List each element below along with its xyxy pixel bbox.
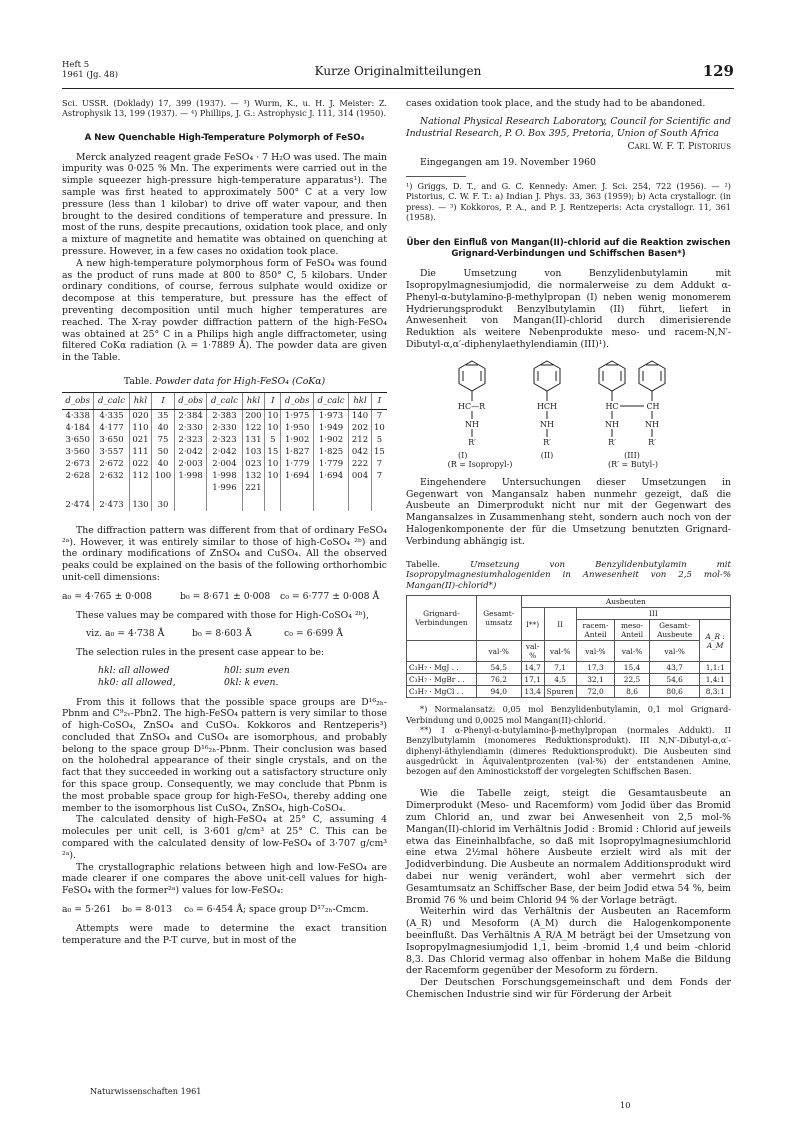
table-row (62, 446, 387, 458)
struct-note-I: (R = Isopropyl-) (447, 459, 513, 469)
table-cell: 140 (349, 409, 372, 422)
equation-unit-cell (62, 591, 387, 603)
page-number: 129 (702, 62, 734, 80)
table-cell (349, 494, 372, 511)
table-cell: 021 (129, 434, 152, 446)
paragraph: Wie die Tabelle zeigt, steigt die Gesamtausbeute an Dimerprodukt (Meso- und Racemform) vom Jodid über das Bromid zum Chlorid an, und zwar bei Anwesenheit von 2,5 mol-% Mangan(II)-chlorid im Verhältnis Jodid : Bromid : Chlorid auf jeweils etwa das Eineinhalbfache, so daß mit Isopropylmagnesiumchlorid eine etwa 2½mal höhere Ausbeute erzielt wird als mit der Jodidverbindung. Die Ausbeute an normalem Additionsprodukt wird dabei nur wenig verändert, wohl aber vermehrt sich der Gesamtumsatz an Schiffscher Base, der beim Jodid etwa 54 %, beim Bromid 76 % und beim Chlorid 94 % der Vorlage beträgt. (406, 788, 731, 906)
table-cell (281, 482, 313, 494)
table-cell: 2·672 (94, 458, 129, 470)
table-cell: 76,2 (476, 674, 521, 686)
table-cell: 54,5 (476, 662, 521, 674)
table-cell (174, 482, 206, 494)
column-header: d_calc (94, 392, 129, 409)
table-caption-title: Umsetzung von Benzylidenbutylamin mit Isopropylmagnesiumhalogeniden in Anwesenheit von 2,5 mol-% Mangan(II)-chlorid*) (406, 559, 732, 591)
table-caption-prefix: Table. (123, 375, 156, 387)
table-cell: 1·902 (313, 434, 348, 446)
table-cell: 2·384 (174, 409, 206, 422)
table-cell (174, 494, 206, 511)
references-continued: Sci. USSR. (Doklady) 17, 399 (1937). — ³) Wurm, K., u. H. J. Meister: Z. Astrophysik 13, 199 (1937). — ⁴) Phillips, J. G.: Astrophysic J. 111, 314 (1950). (62, 98, 387, 119)
struct-III-ch: CH (646, 401, 660, 411)
table-row (62, 494, 387, 511)
table-cell: 222 (349, 458, 372, 470)
table-row (62, 409, 387, 422)
table-cell: 13,4 (521, 686, 544, 698)
table-cell: 020 (129, 409, 152, 422)
struct-I-hc: HC—R (458, 401, 486, 411)
table-cell: 75 (152, 434, 175, 446)
table-cell: 110 (129, 422, 152, 434)
table-cell: 2·632 (94, 470, 129, 482)
eq-a0: a₀ = 4·765 ± 0·008 (62, 590, 152, 602)
eq-b0: b₀ = 8·671 ± 0·008 (180, 590, 271, 602)
paragraph: From this it follows that the possible space groups are D¹⁶₂ₕ-Pbnm and C⁹₂ᵥ-Pbn2. The high-FeSO₄ pattern is very similar to those of high-CoSO₄, ZnSO₄ and CuSO₄. Kokkoros and Rentzeperis³) concluded that ZnSO₄ and CuSO₄ are isomorphous, and probably belong to the space group D¹⁶₂ₕ-Pbnm. Their conclusion was based on the holohedral appearance of their single crystals, and on the fact that they succeeded in working out a satisfactory structure only for this space group. Consequently, we may conclude that Pbnm is the most probable space group for high-FeSO₄, thereby adding one member to the isomorphous list CuSO₄, ZnSO₄, high-CoSO₄. (62, 696, 387, 814)
table-cell: 023 (242, 458, 265, 470)
column-header: d_calc (207, 392, 242, 409)
table-row (62, 434, 387, 446)
paragraph: The selection rules in the present case appear to be: (76, 647, 325, 659)
table-cell: 17,1 (521, 674, 544, 686)
table-cell: 40 (152, 458, 175, 470)
table-cell: 22,5 (615, 674, 650, 686)
table-cell: 10 (265, 458, 281, 470)
left-column (62, 98, 387, 946)
column-header: I (265, 392, 281, 409)
table-cell: 1·950 (281, 422, 313, 434)
issue-year: 1961 (Jg. 48) (62, 70, 119, 80)
table-cell (371, 494, 387, 511)
table-caption-title: Powder data for High-FeSO₄ (CoKα) (155, 375, 326, 387)
table-cell: 4·184 (65, 422, 90, 433)
col-I: I**) (521, 608, 544, 641)
table-row (407, 686, 731, 698)
table-cell: 122 (242, 422, 265, 434)
table-cell: 042 (349, 446, 372, 458)
table-cell: 72,0 (576, 686, 614, 698)
table-cell: 7,1 (544, 662, 576, 674)
unit: val-% (544, 641, 576, 662)
table-cell (62, 482, 94, 494)
eq-c0: c₀ = 6·454 Å; space group D¹⁷₂ₕ-Cmcm. (184, 904, 369, 916)
reference-divider (406, 176, 466, 177)
table-cell: 202 (349, 422, 372, 434)
table-cell: 3·650 (65, 434, 90, 445)
table-cell: 2·323 (174, 434, 206, 446)
table-cell: 2·628 (65, 470, 90, 481)
right-column (406, 98, 731, 1001)
table-cell: 022 (129, 458, 152, 470)
unit: val-% (649, 641, 700, 662)
article-title-mangan: Über den Einfluß von Mangan(II)-chlorid auf die Reaktion zwischen Grignard-Verbindungen und Schiffschen Basen*) (406, 238, 731, 260)
table-cell (313, 482, 348, 494)
table-cell: 2·003 (174, 458, 206, 470)
table-cell: C₃H₇ · MgBr . . (407, 674, 477, 686)
author: Carl W. F. T. Pistorius (627, 141, 731, 153)
table-cell (313, 494, 348, 511)
table-cell: 94,0 (476, 686, 521, 698)
column-header: hkl (349, 392, 372, 409)
col-gesamtumsatz: Gesamt-umsatz (476, 596, 521, 641)
rule: 0kl: k even. (224, 676, 279, 688)
table-cell: 1,4:1 (700, 674, 731, 686)
table-cell: 131 (242, 434, 265, 446)
table-cell: 15 (371, 446, 387, 458)
paragraph: These values may be compared with those for High-CoSO₄ ²ᵇ), (76, 609, 370, 621)
table-row (407, 674, 731, 686)
unit: val-% (521, 641, 544, 662)
column-header: I (152, 392, 175, 409)
eq-b0: b₀ = 8·013 (122, 904, 172, 916)
table-cell: 3·557 (94, 446, 129, 458)
table-cell: 130 (129, 494, 152, 511)
col-meso: meso-Anteil (615, 620, 650, 641)
equation-high-coso4 (62, 628, 387, 640)
table-cell: 2·474 (65, 499, 90, 510)
table-cell: 10 (371, 422, 387, 434)
table-cell: 2·673 (65, 458, 90, 469)
eq-c0: c₀ = 6·699 Å (284, 628, 343, 640)
table-cell: 17,3 (576, 662, 614, 674)
column-header: hkl (242, 392, 265, 409)
footer-journal: Naturwissenschaften 1961 (90, 1086, 202, 1096)
references: ¹) Griggs, D. T., and G. C. Kennedy: Amer. J. Sci. 254, 722 (1956). — ²) Pistorius, C. W. F. T.: a) Indian J. Phys. 33, 363 (1959); b) Acta crystallogr. (in press). — ³) Kokkoros, P. A., and P. J. Rentzeperis: Acta crystallogr. 11, 361 (1958). (406, 180, 731, 222)
table-cell: 221 (242, 482, 265, 494)
table-cell (94, 482, 129, 494)
table-cell: 2·330 (207, 422, 242, 434)
table-cell: 1·779 (281, 458, 313, 470)
table-cell: 10 (265, 470, 281, 482)
table-cell (349, 482, 372, 494)
struct-II-r: R′ (543, 437, 551, 447)
column-header: hkl (129, 392, 152, 409)
table-cell: 7 (371, 409, 387, 422)
paragraph: Weiterhin wird das Verhältnis der Ausbeuten an Racemform (A_R) und Mesoform (A_M) durch die Halogenkomponente beeinflußt. Das Verhältnis A_R/A_M beträgt bei der Umsetzung von Isopropylmagnesiumjodid 1,1, beim -bromid 1,4 und beim -chlorid 8,3. Das Chlorid vermag also offenbar in hohem Maße die Bildung der Racemform gegenüber der Mesoform zu fördern. (406, 906, 731, 977)
paragraph: Attempts were made to determine the exact transition temperature and the P-T curve, but in most of the (62, 922, 387, 946)
paragraph: A new high-temperature polymorphous form of FeSO₄ was found as the product of runs made at 800 to 850° C, 5 kilobars. Under ordinary conditions, of course, ferrous sulphate would oxidize or decompose at this temperature, but pressure has the effect of preventing decomposition until much higher temperatures are reached. The X-ray powder diffraction pattern of the high-FeSO₄ was obtained at 25° C in a Philips high angle diffractometer, using filtered CoKα radiation (λ = 1·7889 Å). The powder data are given in the Table. (62, 257, 387, 364)
unit: val-% (476, 641, 521, 662)
footer-signature: 10 (620, 1100, 631, 1110)
table-cell: 1,1:1 (700, 662, 731, 674)
table-cell (281, 494, 313, 511)
table-cell: 3·560 (65, 446, 90, 457)
table-row (62, 482, 387, 494)
table-cell: 14,7 (521, 662, 544, 674)
struct-III-r: R′ (608, 437, 616, 447)
table-cell: 1·779 (313, 458, 348, 470)
table-row (62, 470, 387, 482)
table-cell: 004 (349, 470, 372, 482)
unit: val-% (576, 641, 614, 662)
table-cell: 1·998 (174, 470, 206, 482)
article-title-feso4: A New Quenchable High-Temperature Polymorph of FeSO₄ (84, 132, 365, 143)
rule: hk0: all allowed, (98, 676, 176, 688)
struct-II-nh: NH (540, 419, 554, 429)
table-cell: 2·323 (207, 434, 242, 446)
table-cell: 10 (265, 422, 281, 434)
paragraph: cases oxidation took place, and the study had to be abandoned. (406, 98, 706, 109)
table-caption (62, 376, 387, 388)
table-cell: 8,6 (615, 686, 650, 698)
struct-note-III: (R′ = Butyl-) (608, 459, 658, 469)
table-cell: 1·949 (313, 422, 348, 434)
table-cell: 5 (371, 434, 387, 446)
table-cell: 1·825 (313, 446, 348, 458)
table-cell: 212 (349, 434, 372, 446)
equation-low-feso4 (62, 904, 387, 916)
table-cell: 100 (152, 470, 175, 482)
col-racem: racem-Anteil (576, 620, 614, 641)
table-cell: 4·335 (94, 409, 129, 422)
table-cell (265, 494, 281, 511)
table-cell: 200 (242, 409, 265, 422)
table-cell: 7 (371, 470, 387, 482)
table-cell (129, 482, 152, 494)
table-footnote: **) I α-Phenyl-α-butylamino-β-methylpropan (normales Addukt). II Benzylbutylamin (monomeres Reduktionsprodukt). III N,N′-Dibutyl-α,α′-diphenyl-äthylendiamin (dimeres Reduktionsprodukt). Die Ausbeuten sind ausgedrückt in Äquivalentprozenten (val-%) der entstandenen Amine, bezogen auf den Aminostickstoff der vorgelegten Schiffschen Basen. (406, 724, 731, 777)
unit-blank (407, 641, 477, 662)
paragraph: Merck analyzed reagent grade FeSO₄ · 7 H₂O was used. The main impurity was 0·025 % Mn. The experiments were carried out in the simple squeezer high-pressure high-temperature apparatus¹). The sample was first heated to approximately 500° C at a very low pressure (less than 1 kilobar) to drive off water vapour, and then brought to the desired conditions of temperature and pressure. In most of the runs, despite precautions, oxidation took place, and only a mixture of magnetite and hematite was obtained on quenching at pressure. However, in a few cases no oxidation took place. (62, 151, 387, 257)
table-cell: 1·975 (281, 409, 313, 422)
table-cell: 5 (265, 434, 281, 446)
col-grignard: Grignard-Verbindungen (407, 596, 477, 641)
table-cell: 1·973 (313, 409, 348, 422)
column-header: d_obs (62, 392, 94, 409)
table-caption (406, 560, 731, 592)
eq-a0: a₀ = 5·261 (62, 904, 112, 916)
table-cell: 1·827 (281, 446, 313, 458)
received-date: Eingegangen am 19. November 1960 (420, 157, 596, 169)
table-cell: 1·998 (207, 470, 242, 482)
struct-III-hc: HC (605, 401, 619, 411)
table-cell: 103 (242, 446, 265, 458)
affiliation: National Physical Research Laboratory, Council for Scientific and Industrial Research, P. O. Box 395, Pretoria, Union of South Africa (406, 115, 731, 139)
table-cell: 54,6 (649, 674, 700, 686)
table-row (62, 422, 387, 434)
col-ausbeuten: Ausbeuten (521, 596, 730, 608)
page-header (62, 60, 734, 89)
struct-III-nh: NH (645, 419, 659, 429)
col-ratio: A_R : A_M (700, 620, 731, 662)
table-caption-prefix: Tabelle. (406, 559, 471, 570)
table-cell: 40 (152, 422, 175, 434)
table-cell: 50 (152, 446, 175, 458)
struct-number-I: (I) (458, 450, 468, 460)
column-header: d_obs (281, 392, 313, 409)
table-cell: 2·042 (174, 446, 206, 458)
table-cell: 2·042 (207, 446, 242, 458)
table-cell: 2·383 (207, 409, 242, 422)
struct-number-II: (II) (540, 450, 554, 460)
rule: hkl: all allowed (98, 664, 170, 676)
table-cell: 4,5 (544, 674, 576, 686)
table-cell: Spuren (544, 686, 576, 698)
struct-II-hch: HCH (536, 401, 558, 411)
paragraph: The crystallographic relations between high and low-FeSO₄ are made clearer if one compares the above unit-cell values for high-FeSO₄ with the former²ᵃ) values for low-FeSO₄: (62, 861, 387, 897)
column-header: d_calc (313, 392, 348, 409)
table-cell: 15 (265, 446, 281, 458)
table-cell (207, 494, 242, 511)
struct-I-r: R′ (468, 437, 476, 447)
table-cell: 35 (152, 409, 175, 422)
table-cell: 43,7 (649, 662, 700, 674)
table-cell: 1·902 (281, 434, 313, 446)
struct-III-r: R′ (648, 437, 656, 447)
section-title: Kurze Originalmitteilungen (314, 64, 482, 78)
table-row (62, 458, 387, 470)
col-III: III (576, 608, 730, 620)
table-cell: 30 (152, 494, 175, 511)
table-cell: 80,6 (649, 686, 700, 698)
struct-I-nh: NH (465, 419, 479, 429)
column-header: I (371, 392, 387, 409)
table-cell (371, 482, 387, 494)
table-cell: 1·694 (281, 470, 313, 482)
table-row (407, 662, 731, 674)
paragraph: The diffraction pattern was different from that of ordinary FeSO₄ ²ᵃ). However, it was entirely similar to those of high-CoSO₄ ²ᵇ) and the ordinary modifications of ZnSO₄ and CuSO₄. All the observed peaks could be explained on the basis of the following orthorhombic unit-cell dimensions: (62, 524, 387, 583)
table-cell (265, 482, 281, 494)
structure-drawing (406, 357, 731, 467)
table-cell (152, 482, 175, 494)
table-cell: 4·177 (94, 422, 129, 434)
table-cell: 1·996 (207, 482, 242, 494)
table-cell: 3·650 (94, 434, 129, 446)
table-cell: 32,1 (576, 674, 614, 686)
table-cell: 4·338 (65, 410, 90, 421)
col-II: II (544, 608, 576, 641)
unit: val-% (615, 641, 650, 662)
table-cell: 2·330 (174, 422, 206, 434)
eq-a0: viz. a₀ = 4·738 Å (86, 628, 165, 640)
table-cell: 7 (371, 458, 387, 470)
table-cell: C₃H₇ · MgJ . . (407, 662, 477, 674)
table-cell: 112 (129, 470, 152, 482)
paragraph: Die Umsetzung von Benzylidenbutylamin mit Isopropylmagnesiumjodid, die normalerweise zu dem Addukt α-Phenyl-α-butylamino-β-methylpropan (I) neben wenig monomerem Hydrierungsprodukt Benzylbutylamin (II) führt, liefert in Anwesenheit von Mangan(II)-chlorid durch dimerisierende Reduktion als weitere Nebenprodukte meso- und racem-N,N′-Dibutyl-α,α′-diphenylaethylendiamin (III)¹). (406, 268, 731, 350)
table-cell (242, 494, 265, 511)
table-cell: C₃H₇ · MgCl . . (407, 686, 477, 698)
table-cell: 8,3:1 (700, 686, 731, 698)
chemical-structures (406, 357, 731, 467)
issue-number: Heft 5 (62, 60, 90, 70)
struct-number-III: (III) (624, 450, 640, 460)
col-gesamt-ausbeute: Gesamt-Ausbeute (649, 620, 700, 641)
eq-b0: b₀ = 8·603 Å (192, 628, 252, 640)
paragraph: Eingehendere Untersuchungen dieser Umsetzungen in Gegenwart von Mangansalz haben nunmehr gezeigt, daß die Ausbeute an Dimerprodukt nicht nur mit der Gegenwart des Mangansalzes in Zusammenhang steht, sondern auch noch von der Halogenkomponente der für die Umsetzung benutzten Grignard-Verbindung abhängig ist. (406, 476, 731, 547)
struct-III-nh: NH (605, 419, 619, 429)
table-cell: 132 (242, 470, 265, 482)
table-cell: 1·694 (313, 470, 348, 482)
column-header: d_obs (174, 392, 206, 409)
paragraph: Der Deutschen Forschungsgemeinschaft und dem Fonds der Chemischen Industrie sind wir für Förderung der Arbeit (406, 977, 731, 1000)
table-cell: 2·004 (207, 458, 242, 470)
eq-c0: c₀ = 6·777 ± 0·008 Å (280, 590, 380, 602)
yield-table (406, 595, 731, 698)
table-cell: 15,4 (615, 662, 650, 674)
powder-data-table (62, 392, 387, 511)
table-cell: 111 (129, 446, 152, 458)
rule: h0l: sum even (224, 664, 290, 676)
table-cell: 2·473 (94, 494, 129, 511)
table-footnote: *) Normalansatz: 0,05 mol Benzylidenbutylamin, 0,1 mol Grignard-Verbindung und 0,0025 mol Mangan(II)-chlorid. (406, 704, 731, 725)
paragraph: The calculated density of high-FeSO₄ at 25° C, assuming 4 molecules per unit cell, is 3·601 g/cm³ at 25° C. This can be compared with the calculated density of low-FeSO₄ of 3·707 g/cm³ ²ᵃ). (62, 814, 387, 861)
table-cell: 10 (265, 409, 281, 422)
selection-rules (98, 665, 387, 689)
